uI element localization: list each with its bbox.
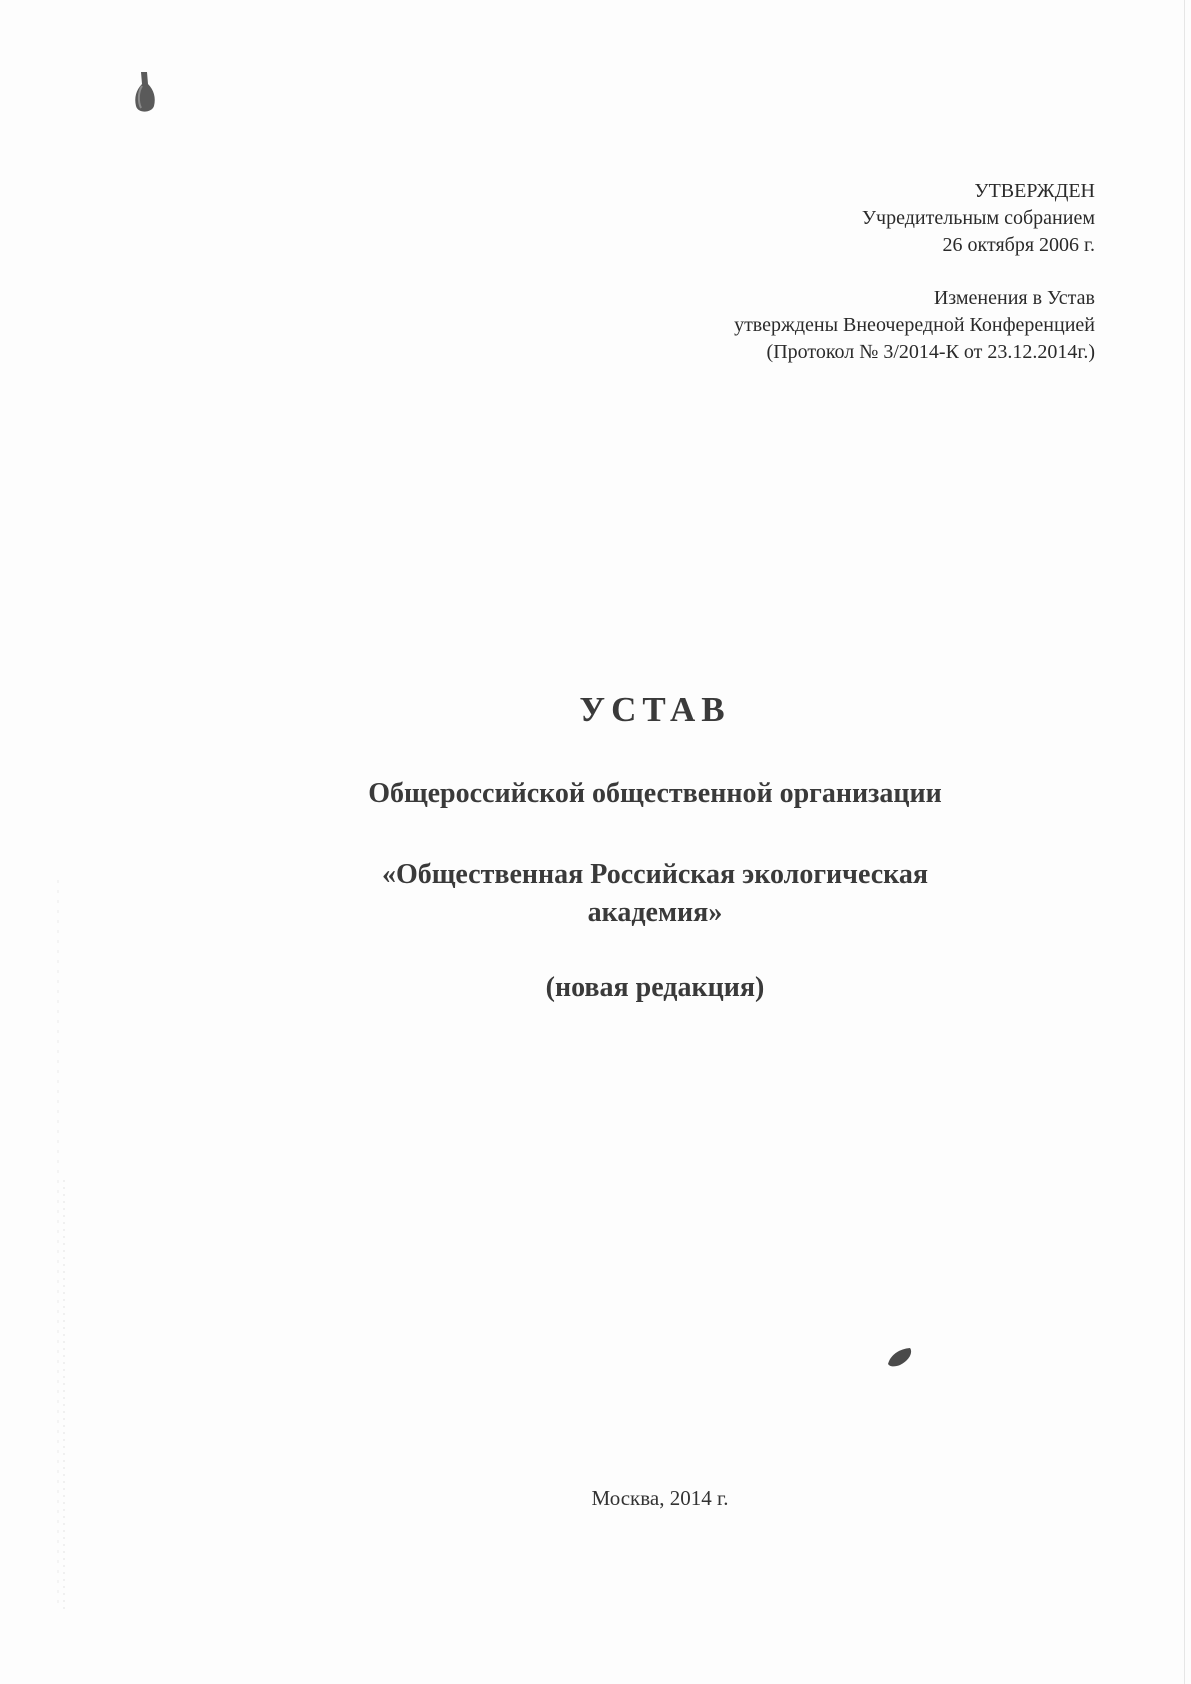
approval-block [575,178,1095,366]
organization-name-line-2: академия» [587,897,723,928]
amendment-protocol: (Протокол № 3/2014-К от 23.12.2014г.) [766,341,1095,363]
amendment-heading: Изменения в Устав [933,287,1095,309]
amendment-body: утверждены Внеочередной Конференцией [734,314,1095,336]
document-title: УСТАВ [579,690,731,729]
approval-gap [575,259,1095,285]
title-block [230,690,1080,1004]
approval-date: 26 октября 2006 г. [942,234,1095,256]
scan-right-edge [1184,0,1185,1684]
punch-hole-mark [132,70,158,116]
organization-name-line-1: «Общественная Российская экологическая [381,859,929,890]
place-and-year: Москва, 2014 г. [591,1486,729,1510]
edition-note: (новая редакция) [545,972,765,1003]
ink-blot-mark [886,1346,914,1368]
approval-status: УТВЕРЖДЕН [974,180,1095,202]
organization-type: Общероссийской общественной организации [368,778,942,809]
approval-body: Учредительным собранием [861,207,1095,229]
organization-name [230,856,1080,932]
scan-edge-noise [44,880,74,1610]
